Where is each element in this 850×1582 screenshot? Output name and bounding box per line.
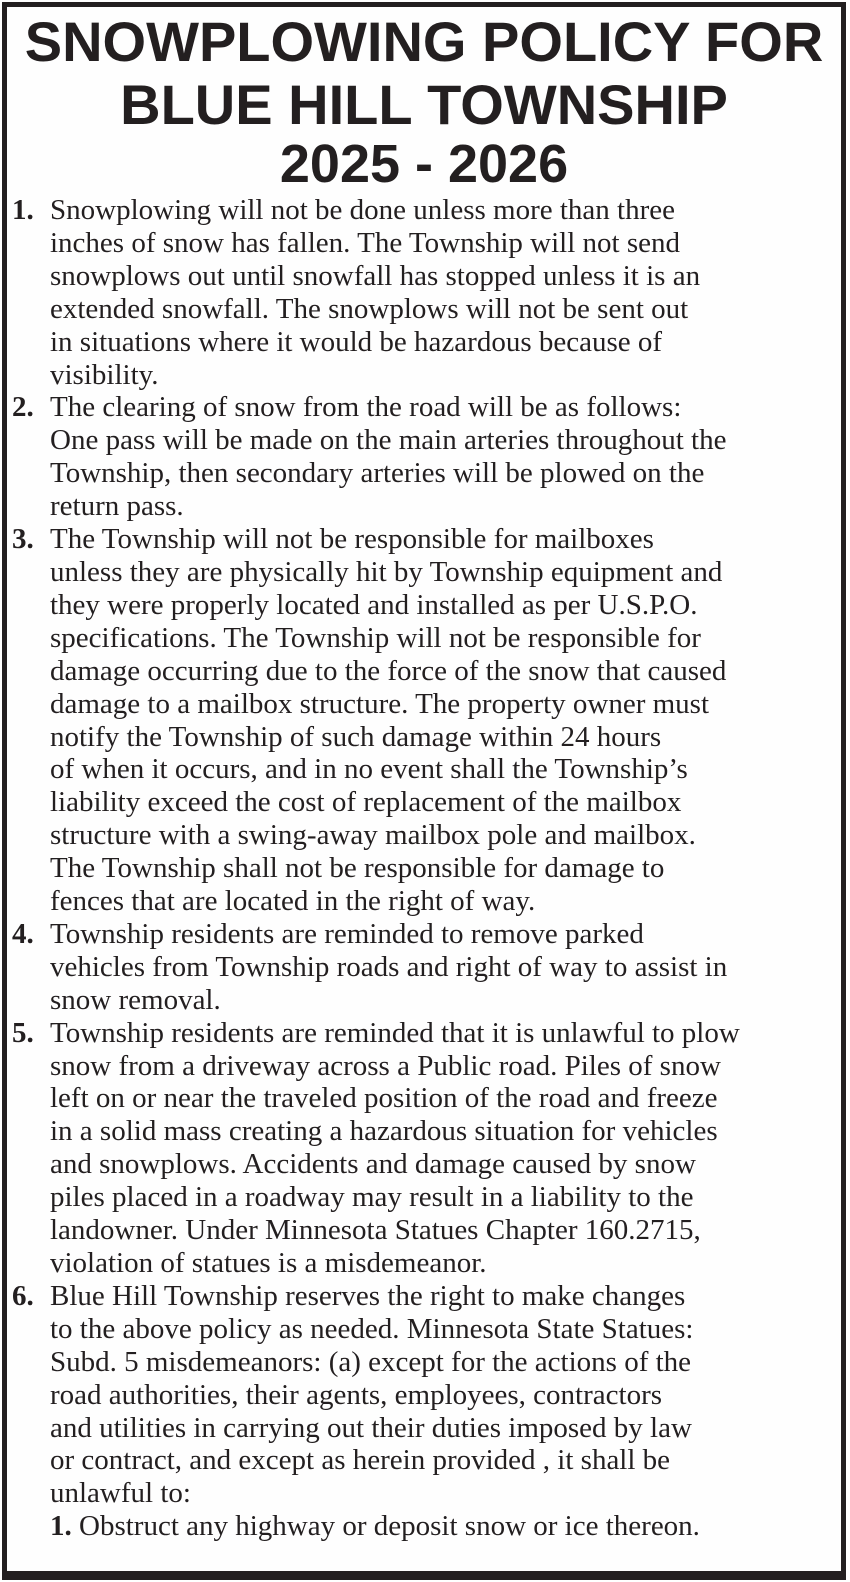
title-line-2: BLUE HILL TOWNSHIP [120, 73, 728, 136]
policy-item-5-line: and snowplows. Accidents and damage caused by snow [50, 1148, 696, 1181]
policy-item-3-line: of when it occurs, and in no event shall the Township’s [50, 753, 688, 786]
policy-item-1-line: snowplows out until snowfall has stopped unless it is an [50, 259, 701, 292]
notice-title [7, 7, 841, 194]
policy-item-1-line: inches of snow has fallen. The Township will not send [50, 226, 680, 259]
policy-item-2-line: One pass will be made on the main arteries throughout the [50, 424, 727, 457]
policy-item-1-line: extended snowfall. The snowplows will not be sent out [50, 292, 689, 325]
policy-item-1-line: 1. Snowplowing will not be done unless more than three [12, 194, 676, 226]
policy-sub-item: 1. Obstruct any highway or deposit snow or ice thereon. [50, 1510, 700, 1543]
policy-item-5-line: violation of statues is a misdemeanor. [50, 1247, 487, 1279]
policy-item-5-line: left on or near the traveled position of the road and freeze [50, 1082, 718, 1115]
policy-item-3-line: they were properly located and installed as per U.S.P.O. [50, 588, 698, 621]
policy-item-6-line: 6. Blue Hill Township reserves the right to make changes [12, 1279, 686, 1312]
notice-frame [2, 2, 846, 1580]
policy-item-2-line: Township, then secondary arteries will be plowed on the [50, 457, 705, 490]
policy-item-1-line: visibility. [50, 358, 159, 391]
policy-item-1 [12, 194, 835, 391]
item-number: 1. [12, 194, 34, 226]
policy-item-4 [12, 918, 835, 1017]
policy-item-5-line: snow from a driveway across a Public road. Piles of snow [50, 1049, 721, 1082]
policy-item-6 [12, 1280, 835, 1543]
item-number: 4. [12, 917, 34, 950]
policy-item-4-line: vehicles from Township roads and right of way to assist in [50, 950, 728, 983]
policy-item-3-line: damage occurring due to the force of the snow that caused [50, 654, 727, 687]
policy-item-3-line: unless they are physically hit by Township equipment and [50, 555, 723, 588]
policy-item-5-line: 5. Township residents are reminded that it is unlawful to plow [12, 1016, 740, 1049]
item-number: 2. [12, 391, 34, 424]
policy-item-6-line: to the above policy as needed. Minnesota State Statues: [50, 1312, 694, 1345]
policy-item-4-line: 4. Township residents are reminded to remove parked [12, 917, 644, 950]
policy-item-5 [12, 1017, 835, 1280]
policy-item-1-line: in situations where it would be hazardous because of [50, 325, 663, 358]
title-line-1: SNOWPLOWING POLICY FOR [24, 10, 824, 73]
policy-list [7, 191, 841, 1543]
policy-item-5-line: in a solid mass creating a hazardous situation for vehicles [50, 1115, 718, 1148]
policy-item-6-line: road authorities, their agents, employees, contractors [50, 1378, 663, 1411]
title-line-3: 2025 - 2026 [279, 134, 569, 194]
policy-item-3-line: structure with a swing-away mailbox pole and mailbox. [50, 819, 696, 852]
policy-item-4-line: snow removal. [50, 983, 221, 1016]
policy-item-5-line: landowner. Under Minnesota Statues Chapter 160.2715, [50, 1214, 701, 1247]
policy-item-6-line: or contract, and except as herein provided , it shall be [50, 1444, 671, 1477]
policy-item-3-line: 3. The Township will not be responsible for mailboxes [12, 523, 654, 556]
policy-item-3-line: notify the Township of such damage within 24 hours [50, 720, 662, 753]
policy-item-3-line: specifications. The Township will not be responsible for [50, 621, 701, 654]
policy-item-6-line: Subd. 5 misdemeanors: (a) except for the actions of the [50, 1345, 692, 1378]
policy-item-6-line: and utilities in carrying out their duties imposed by law [50, 1411, 692, 1444]
policy-item-3-line: The Township shall not be responsible for damage to [50, 852, 665, 885]
item-number: 3. [12, 523, 34, 556]
policy-item-3-line: damage to a mailbox structure. The property owner must [50, 687, 710, 720]
policy-item-6-line: unlawful to: [50, 1477, 191, 1510]
policy-item-3-line: fences that are located in the right of way. [50, 885, 536, 918]
sub-item-number: 1. [50, 1510, 72, 1543]
item-number: 6. [12, 1279, 34, 1312]
policy-item-5-line: piles placed in a roadway may result in a liability to the [50, 1181, 694, 1214]
policy-item-2-line: 2. The clearing of snow from the road will be as follows: [12, 391, 682, 424]
policy-item-3 [12, 523, 835, 918]
policy-item-2-line: return pass. [50, 490, 184, 523]
policy-item-3-line: liability exceed the cost of replacement of the mailbox [50, 786, 682, 819]
item-number: 5. [12, 1016, 34, 1049]
policy-item-2 [12, 391, 835, 523]
